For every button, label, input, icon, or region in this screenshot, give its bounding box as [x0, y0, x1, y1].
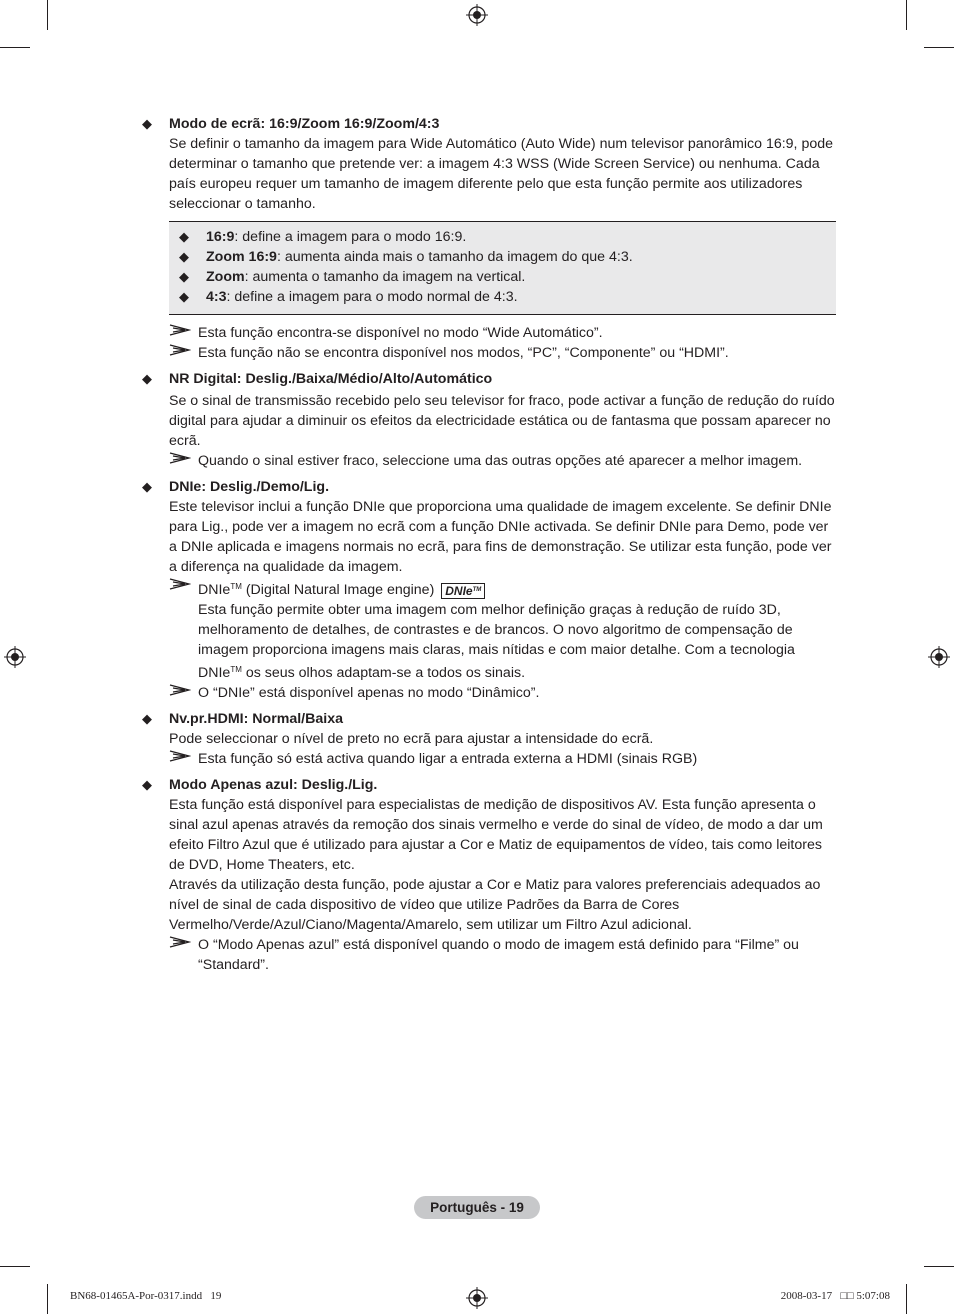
section-title: Modo Apenas azul: Deslig./Lig. [169, 777, 378, 793]
section-title: NR Digital: Deslig./Baixa/Médio/Alto/Automático [169, 371, 493, 387]
note-arrow-icon [169, 343, 191, 357]
option-term: Zoom [206, 269, 245, 285]
diamond-bullet-icon: ◆ [179, 269, 189, 284]
note-text: Esta função não se encontra disponível nos modos, “PC”, “Componente” ou “HDMI”. [198, 345, 729, 361]
note-text: Quando o sinal estiver fraco, seleccione uma das outras opções até aparecer a melhor imagem. [198, 453, 803, 469]
diamond-bullet-icon: ◆ [142, 116, 152, 131]
dnie-note-text: Esta função permite obter uma imagem com melhor definição graças à redução de ruído 3D, melhoramento de detalhes, de contrastes e de brancos. O novo algoritmo de compensação de imagem proporciona imagens mais claras, mais nítidas e com maior detalhe. Com a tecnologia DNIe™ os seus olhos adaptam-se a todos os sinais. [198, 602, 795, 681]
option-term: Zoom 16:9 [206, 249, 277, 265]
page-content [142, 114, 836, 975]
option-desc: : aumenta ainda mais o tamanho da imagem do que 4:3. [276, 249, 633, 265]
options-box [169, 221, 836, 315]
crop-mark [47, 0, 48, 30]
crop-mark [906, 0, 907, 30]
section-screen-mode [142, 114, 836, 363]
note [169, 749, 836, 769]
section-body: Se o sinal de transmissão recebido pelo seu televisor for fraco, pode activar a função de redução do ruído digital para ajudar a diminuir os efeitos da electricidade estática ou de fantasma que possam aparecer no ecrã. [169, 393, 835, 449]
list-item [179, 267, 836, 287]
crop-mark [924, 47, 954, 48]
option-term: 4:3 [206, 289, 227, 305]
diamond-bullet-icon: ◆ [142, 777, 152, 792]
dnie-logo: DNIe™ [441, 583, 485, 599]
crop-mark [906, 1284, 907, 1314]
trademark: TM [230, 665, 242, 674]
list-item [179, 227, 836, 247]
diamond-bullet-icon: ◆ [179, 229, 189, 244]
section-title: Modo de ecrã: 16:9/Zoom 16:9/Zoom/4:3 [169, 116, 440, 132]
file-slug: BN68-01465A-Por-0317.indd 19 [70, 1290, 222, 1302]
option-desc: : aumenta o tamanho da imagem na vertical. [244, 269, 526, 285]
note-text: Esta função encontra-se disponível no modo “Wide Automático”. [198, 325, 603, 341]
option-desc: : define a imagem para o modo 16:9. [234, 229, 467, 245]
note [169, 451, 836, 471]
section-body: Este televisor inclui a função DNIe que proporciona uma qualidade de imagem excelente. Se definir DNIe para Lig., pode ver a imagem no ecrã com a função DNIe activada. Se definir DNIe para Demo, pode ver a DNIe aplicada e imagens normais no ecrã, para fins de demonstração. Se utilizar esta função, pode ver a diferença na qualidade da imagem. [169, 499, 832, 575]
registration-mark-icon [466, 4, 488, 26]
section-body: Pode seleccionar o nível de preto no ecrã para ajustar a intensidade do ecrã. [169, 731, 654, 747]
dnie-note-heading: DNIe™ (Digital Natural Image engine) DNIe™ [198, 577, 836, 600]
note-arrow-icon [169, 577, 191, 591]
diamond-bullet-icon: ◆ [142, 711, 152, 726]
note [169, 577, 836, 683]
note [169, 343, 836, 363]
crop-mark [924, 1266, 954, 1267]
section-body: Através da utilização desta função, pode ajustar a Cor e Matiz para valores preferenciais adequados ao nível de sinal de cada dispositivo de vídeo que utilize Padrões da Barra de Cores Vermelho/Verde/Azul/Ciano/Magenta/Amarelo, sem utilizar um Filtro Azul adicional. [169, 877, 821, 933]
section-nr-digital [142, 369, 836, 471]
section-dnie [142, 477, 836, 703]
list-item [179, 287, 836, 307]
registration-mark-icon [466, 1287, 488, 1309]
note-arrow-icon [169, 683, 191, 697]
note-text: O “DNIe” está disponível apenas no modo “Dinâmico”. [198, 685, 540, 701]
note [169, 323, 836, 343]
section-title: DNIe: Deslig./Demo/Lig. [169, 479, 330, 495]
trademark: TM [230, 582, 242, 591]
note-text: O “Modo Apenas azul” está disponível quando o modo de imagem está definido para “Filme” ou “Standard”. [198, 937, 799, 973]
section-title: Nv.pr.HDMI: Normal/Baixa [169, 711, 343, 727]
crop-mark [0, 1266, 30, 1267]
note-arrow-icon [169, 323, 191, 337]
diamond-bullet-icon: ◆ [142, 371, 152, 386]
registration-mark-icon [928, 646, 950, 668]
section-body: Esta função está disponível para especialistas de medição de dispositivos AV. Esta função apresenta o sinal azul apenas através da remoção dos sinais vermelho e verde do sinal de vídeo, de modo a dar um efeito Filtro Azul que é utilizado para ajustar a Cor e Matiz de equipamentos de vídeo, tais como leitores de DVD, Home Theaters, etc. [169, 797, 823, 873]
registration-mark-icon [4, 646, 26, 668]
note-text: Esta função só está activa quando ligar a entrada externa a HDMI (sinais RGB) [198, 751, 698, 767]
option-term: 16:9 [206, 229, 235, 245]
crop-mark [0, 47, 30, 48]
section-hdmi-black-level [142, 709, 836, 769]
note [169, 683, 836, 703]
crop-mark [47, 1284, 48, 1314]
option-desc: : define a imagem para o modo normal de 4:3. [226, 289, 518, 305]
list-item [179, 247, 836, 267]
diamond-bullet-icon: ◆ [179, 249, 189, 264]
diamond-bullet-icon: ◆ [142, 479, 152, 494]
section-blue-only-mode [142, 775, 836, 975]
note-arrow-icon [169, 749, 191, 763]
page-number-badge: Português - 19 [414, 1196, 540, 1219]
print-timestamp: 2008-03-17 □□ 5:07:08 [780, 1290, 890, 1302]
note-arrow-icon [169, 935, 191, 949]
note [169, 935, 836, 975]
section-body: Se definir o tamanho da imagem para Wide Automático (Auto Wide) num televisor panorâmico 16:9, pode determinar o tamanho que pretende ver: a imagem 4:3 WSS (Wide Screen Service) ou nenhuma. Cada país europeu requer um tamanho de imagem diferente pelo que esta função permite aos utilizadores seleccionar o tamanho. [169, 136, 834, 212]
diamond-bullet-icon: ◆ [179, 289, 189, 304]
note-arrow-icon [169, 451, 191, 465]
